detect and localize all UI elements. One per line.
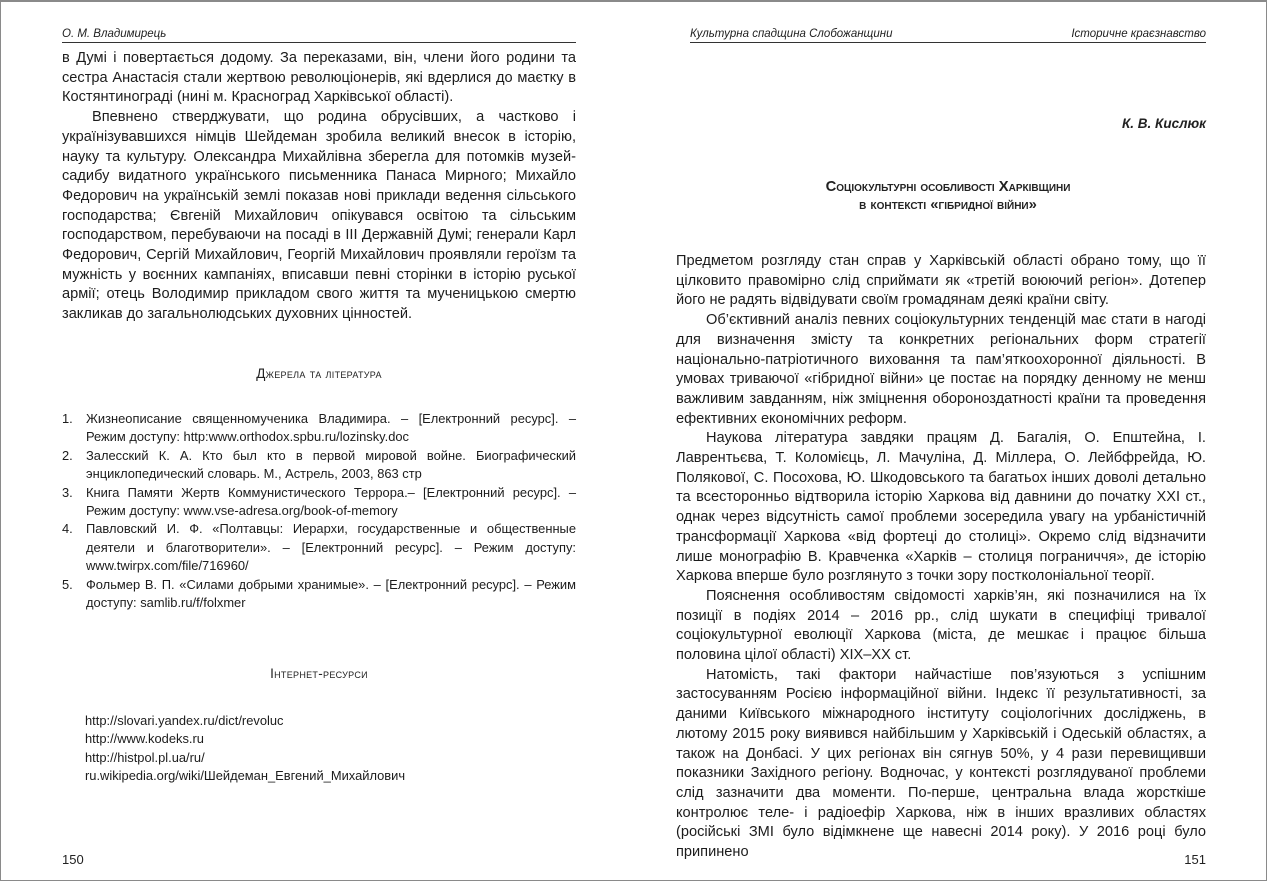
internet-link[interactable]: http://slovari.yandex.ru/dict/revoluc <box>85 713 284 728</box>
internet-link[interactable]: ru.wikipedia.org/wiki/Шейдеман_Евгений_Михайлович <box>85 768 406 784</box>
internet-link[interactable]: http://histpol.pl.ua/ru/ <box>85 749 205 765</box>
running-head-author: О. М. Владимирець <box>62 28 167 40</box>
left-page <box>62 0 576 881</box>
references-list <box>62 410 576 612</box>
article-title-line-1: Соціокультурні особливості Харківщини <box>825 179 1071 195</box>
paragraph: в Думі і повертається додому. За переказами, він, члени його родини та сестра Анастасія стали жертвою революціонерів, які вдерлися до маєтку в Костянтинограді (нині м. Красноград Харківської області). <box>62 50 576 106</box>
paragraph: Об’єктивний аналіз певних соціокультурних тенденцій має стати в нагоді для визначення змісту та конкретних регіональних форм стратегії національно-патріотичного виховання та пам’яткоохоронної діяльності. В умовах триваючої «гібридної війни» це постає на порядку денному не менш важливим завданням, ніж зміцнення обороноздатності країни та проведення ефективних економічних реформ. <box>676 312 1206 427</box>
reference-item: 3. Книга Памяти Жертв Коммунистического Террора.– [Електронний ресурс]. – Режим доступу: www.vse-adresa.org/book-of-memory <box>62 484 576 519</box>
internet-link[interactable]: http://www.kodeks.ru <box>85 731 204 747</box>
sources-heading: Джерела та література <box>256 366 382 381</box>
running-head-section: Історичне краєзнавство <box>1071 28 1206 40</box>
paragraph: Натомість, такі фактори найчастіше пов’язуються з успішним застосуванням Росією інформаційної війни. Індекс її результативності, за даними Київського міжнародного інституту соціологічних досліджень, в лютому 2015 року виявився найбільшим у Харківській і Одеській областях, а також на Донбасі. У цих регіонах він сягнув 50%, у 4 рази перевищивши показники Західного регіону. Водночас, у контексті розглядуваної проблеми слід зазначити два моменти. По-перше, центральна влада жорсткіше контролює теле- і радіоефір Харкова, ніж в інших вразливих областях (російські ЗМІ було відімкнене ще навесні 2014 року). У 2016 році було припинено <box>676 666 1206 861</box>
reference-item: 5. Фольмер В. П. «Силами добрыми хранимые». – [Електронний ресурс]. – Режим доступу: samlib.ru/f/folxmer <box>62 576 576 611</box>
reference-item: 2. Залесский К. А. Кто был кто в первой мировой войне. Биографический энциклопедический словарь. М., Астрель, 2003, 863 стр <box>62 447 576 482</box>
paragraph: Пояснення особливостям свідомості харків’ян, які позначилися на їх позиції в подіях 2014 – 2016 рр., слід шукати в специфіці тривалої соціокультурної еволюції Харкова (міста, де мешкає і працює більша половина цілої області) XIX–XX ст. <box>676 587 1206 664</box>
left-body-text <box>62 49 576 325</box>
article-title-line-2: в контексті «гібридної війни» <box>859 197 1037 213</box>
right-page <box>676 0 1206 881</box>
page-number-left: 150 <box>62 852 84 867</box>
paragraph: Предметом розгляду стан справ у Харківській області обрано тому, що її цілковито правомірно слід сприймати як «третій воюючий регіон». Дотепер його не радять відвідувати своїм громадянам деякі країни світу. <box>676 253 1206 309</box>
running-head-right-page <box>690 27 1206 43</box>
running-head-collection: Культурна спадщина Слобожанщини <box>690 28 893 40</box>
article-author: К. В. Кислюк <box>1121 116 1206 131</box>
paragraph: Впевнено стверджувати, що родина обрусівших, а частково і українізувавшихся німців Шейдеман зробила великий внесок в історію, науку та культуру. Олександра Михайлівна зберегла для потомків музей-садибу видатного українського письменника Панаса Мирного; Михайло Федорович на українській землі показав нові приклади ведення сільського господарства; Євгеній Михайлович опікувався освітою та сільським господарством, перебуваючи на посаді в ІІІ Державній Думі; генерали Карл Федорович, Сергій Михайлович, Георгій Михайлович проявляли героїзм та мужність у воєнних кампаніях, вписавши певні сторінки в історію руської армії; отець Володимир прикладом свого життя та мученицькою смертю закликав до загальнолюдських духовних цінностей. <box>62 109 576 323</box>
article-title <box>690 178 1206 214</box>
reference-item: 4. Павловский И. Ф. «Полтавцы: Иерархи, государственные и общественные деятели и благотворители». – [Електронний ресурс]. – Режим доступу: www.twirpx.com/file/716960/ <box>62 521 576 574</box>
page-number-right: 151 <box>1184 852 1206 867</box>
right-body-text <box>676 252 1206 863</box>
reference-item: 1. Жизнеописание священномученика Владимира. – [Електронний ресурс]. – Режим доступу: http:www.orthodox.spbu.ru/lozinsky.doc <box>62 411 576 445</box>
internet-resources-heading: Інтернет-ресурси <box>270 666 368 681</box>
running-head-left-page <box>62 27 576 43</box>
internet-links-list <box>85 712 576 786</box>
paragraph: Наукова література завдяки працям Д. Багалія, О. Епштейна, І. Лаврентьєва, Т. Коломієць, Л. Мачуліна, Д. Міллера, О. Лейбфрейда, Ю. Полякової, С. Посохова, Ю. Шкодовського та багатьох інших доволі детально та всесторонньо відтворила історію Харкова від давнини до початку XXI ст., однак через відсутність самої проблеми зосередила увагу на урбаністичній трансформації Харкова «від фортеці до столиці». Окремо слід відзначити лише монографію В. Кравченка «Харків – столиця пограниччя», де історію Харкова вперше було розглянуто з точки зору постколоніальної теорії. <box>676 430 1206 585</box>
